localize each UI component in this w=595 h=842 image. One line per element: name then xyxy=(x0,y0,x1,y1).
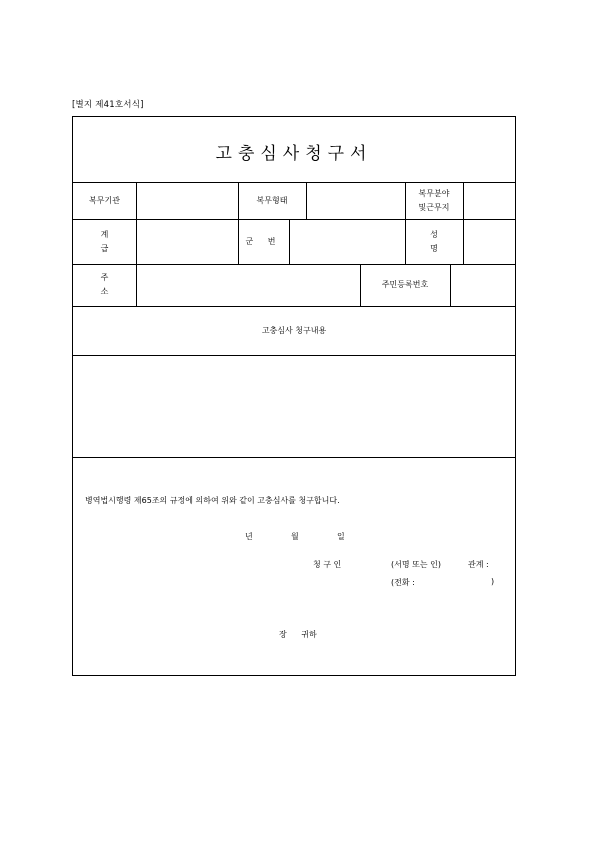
content-area[interactable] xyxy=(73,355,515,457)
unit-number-field[interactable] xyxy=(289,219,405,264)
resident-number-field[interactable] xyxy=(450,264,515,306)
service-field-label-line2: 및근무지 xyxy=(418,202,450,212)
resident-number-label: 주민등록번호 xyxy=(381,280,429,289)
address-label: 주 소 xyxy=(100,273,127,296)
name-field[interactable] xyxy=(463,219,515,264)
addressee-text: 장 귀하 xyxy=(279,630,317,639)
petition-form xyxy=(72,116,516,676)
service-field-field[interactable] xyxy=(463,182,515,219)
rank-field[interactable] xyxy=(136,219,238,264)
service-org-label: 복무기관 xyxy=(89,195,120,205)
phone-label: (전화 : xyxy=(391,578,415,587)
service-org-field[interactable] xyxy=(136,182,238,219)
statement-text: 병역법시행령 제65조의 규정에 의하여 위와 같이 고충심사를 청구합니다. xyxy=(85,496,340,505)
phone-close: ) xyxy=(491,577,495,586)
date-year: 년 xyxy=(245,532,253,541)
relation-label: 관계 : xyxy=(468,560,489,569)
content-header: 고충심사 청구내용 xyxy=(261,325,327,335)
service-type-field[interactable] xyxy=(306,182,405,219)
form-title: 고충심사청구서 xyxy=(215,144,373,164)
signature-label: (서명 또는 인) xyxy=(391,560,441,569)
form-number-label: [별지 제41호서식] xyxy=(72,100,144,110)
divider xyxy=(73,457,515,458)
unit-number-label: 군 번 xyxy=(245,236,282,246)
name-label: 성 명 xyxy=(430,229,456,253)
rank-label: 계 급 xyxy=(100,229,127,253)
date-month: 월 xyxy=(291,532,299,541)
service-type-label: 복무형태 xyxy=(256,195,288,205)
address-field[interactable] xyxy=(136,264,360,306)
date-day: 일 xyxy=(337,532,345,541)
claimant-label: 청 구 인 xyxy=(313,560,342,569)
service-field-label-line1: 복무분야 xyxy=(418,188,450,198)
